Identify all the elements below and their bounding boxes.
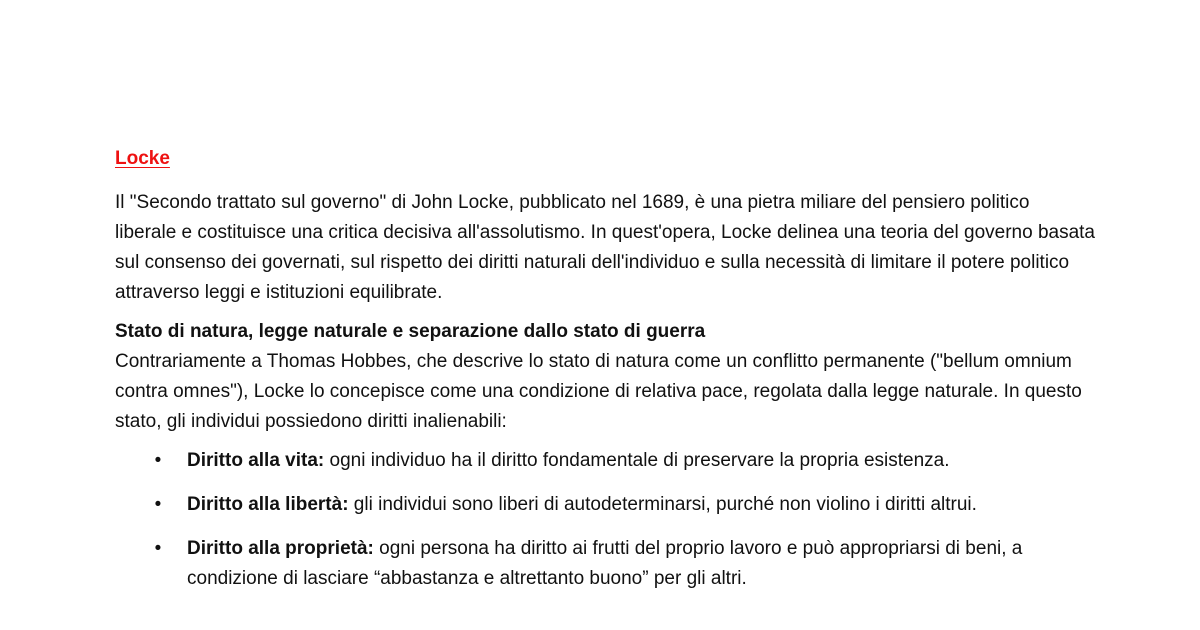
list-item-text: ogni individuo ha il diritto fondamentale di preservare la propria esistenza.: [324, 450, 950, 471]
document-page: [115, 144, 1095, 608]
bullet-icon: •: [154, 494, 162, 515]
list-item-term: Diritto alla vita:: [187, 450, 325, 471]
list-item-text: ogni persona ha diritto ai frutti del proprio lavoro e può appropriarsi di beni, a condizione di lasciare “abbastanza e altrettanto buono” per gli altri.: [187, 538, 1023, 589]
rights-list: [115, 446, 1095, 594]
bullet-icon: •: [154, 450, 162, 471]
list-item-term: Diritto alla libertà:: [187, 494, 349, 515]
section-heading: Stato di natura, legge naturale e separazione dallo stato di guerra: [115, 321, 706, 342]
list-item-term: Diritto alla proprietà:: [187, 538, 374, 559]
intro-paragraph: Il "Secondo trattato sul governo" di John Locke, pubblicato nel 1689, è una pietra miliare del pensiero politico liberale e costituisce una critica decisiva all'assolutismo. In quest'opera, Locke delinea una teoria del governo basata sul consenso dei governati, sul rispetto dei diritti naturali dell'individuo e sulla necessità di limitare il potere politico attraverso leggi e istituzioni equilibrate.: [115, 192, 1095, 303]
list-item-property: [115, 534, 1095, 594]
list-item-liberty: [115, 490, 1095, 520]
document-title: Locke: [115, 148, 170, 169]
bullet-icon: •: [154, 538, 162, 559]
section-paragraph: Contrariamente a Thomas Hobbes, che descrive lo stato di natura come un conflitto permanente ("bellum omnium contra omnes"), Locke lo concepisce come una condizione di relativa pace, regolata dalla legge naturale. In questo stato, gli individui possiedono diritti inalienabili:: [115, 351, 1082, 432]
list-item-life: [115, 446, 1095, 476]
list-item-text: gli individui sono liberi di autodeterminarsi, purché non violino i diritti altrui.: [348, 494, 977, 515]
